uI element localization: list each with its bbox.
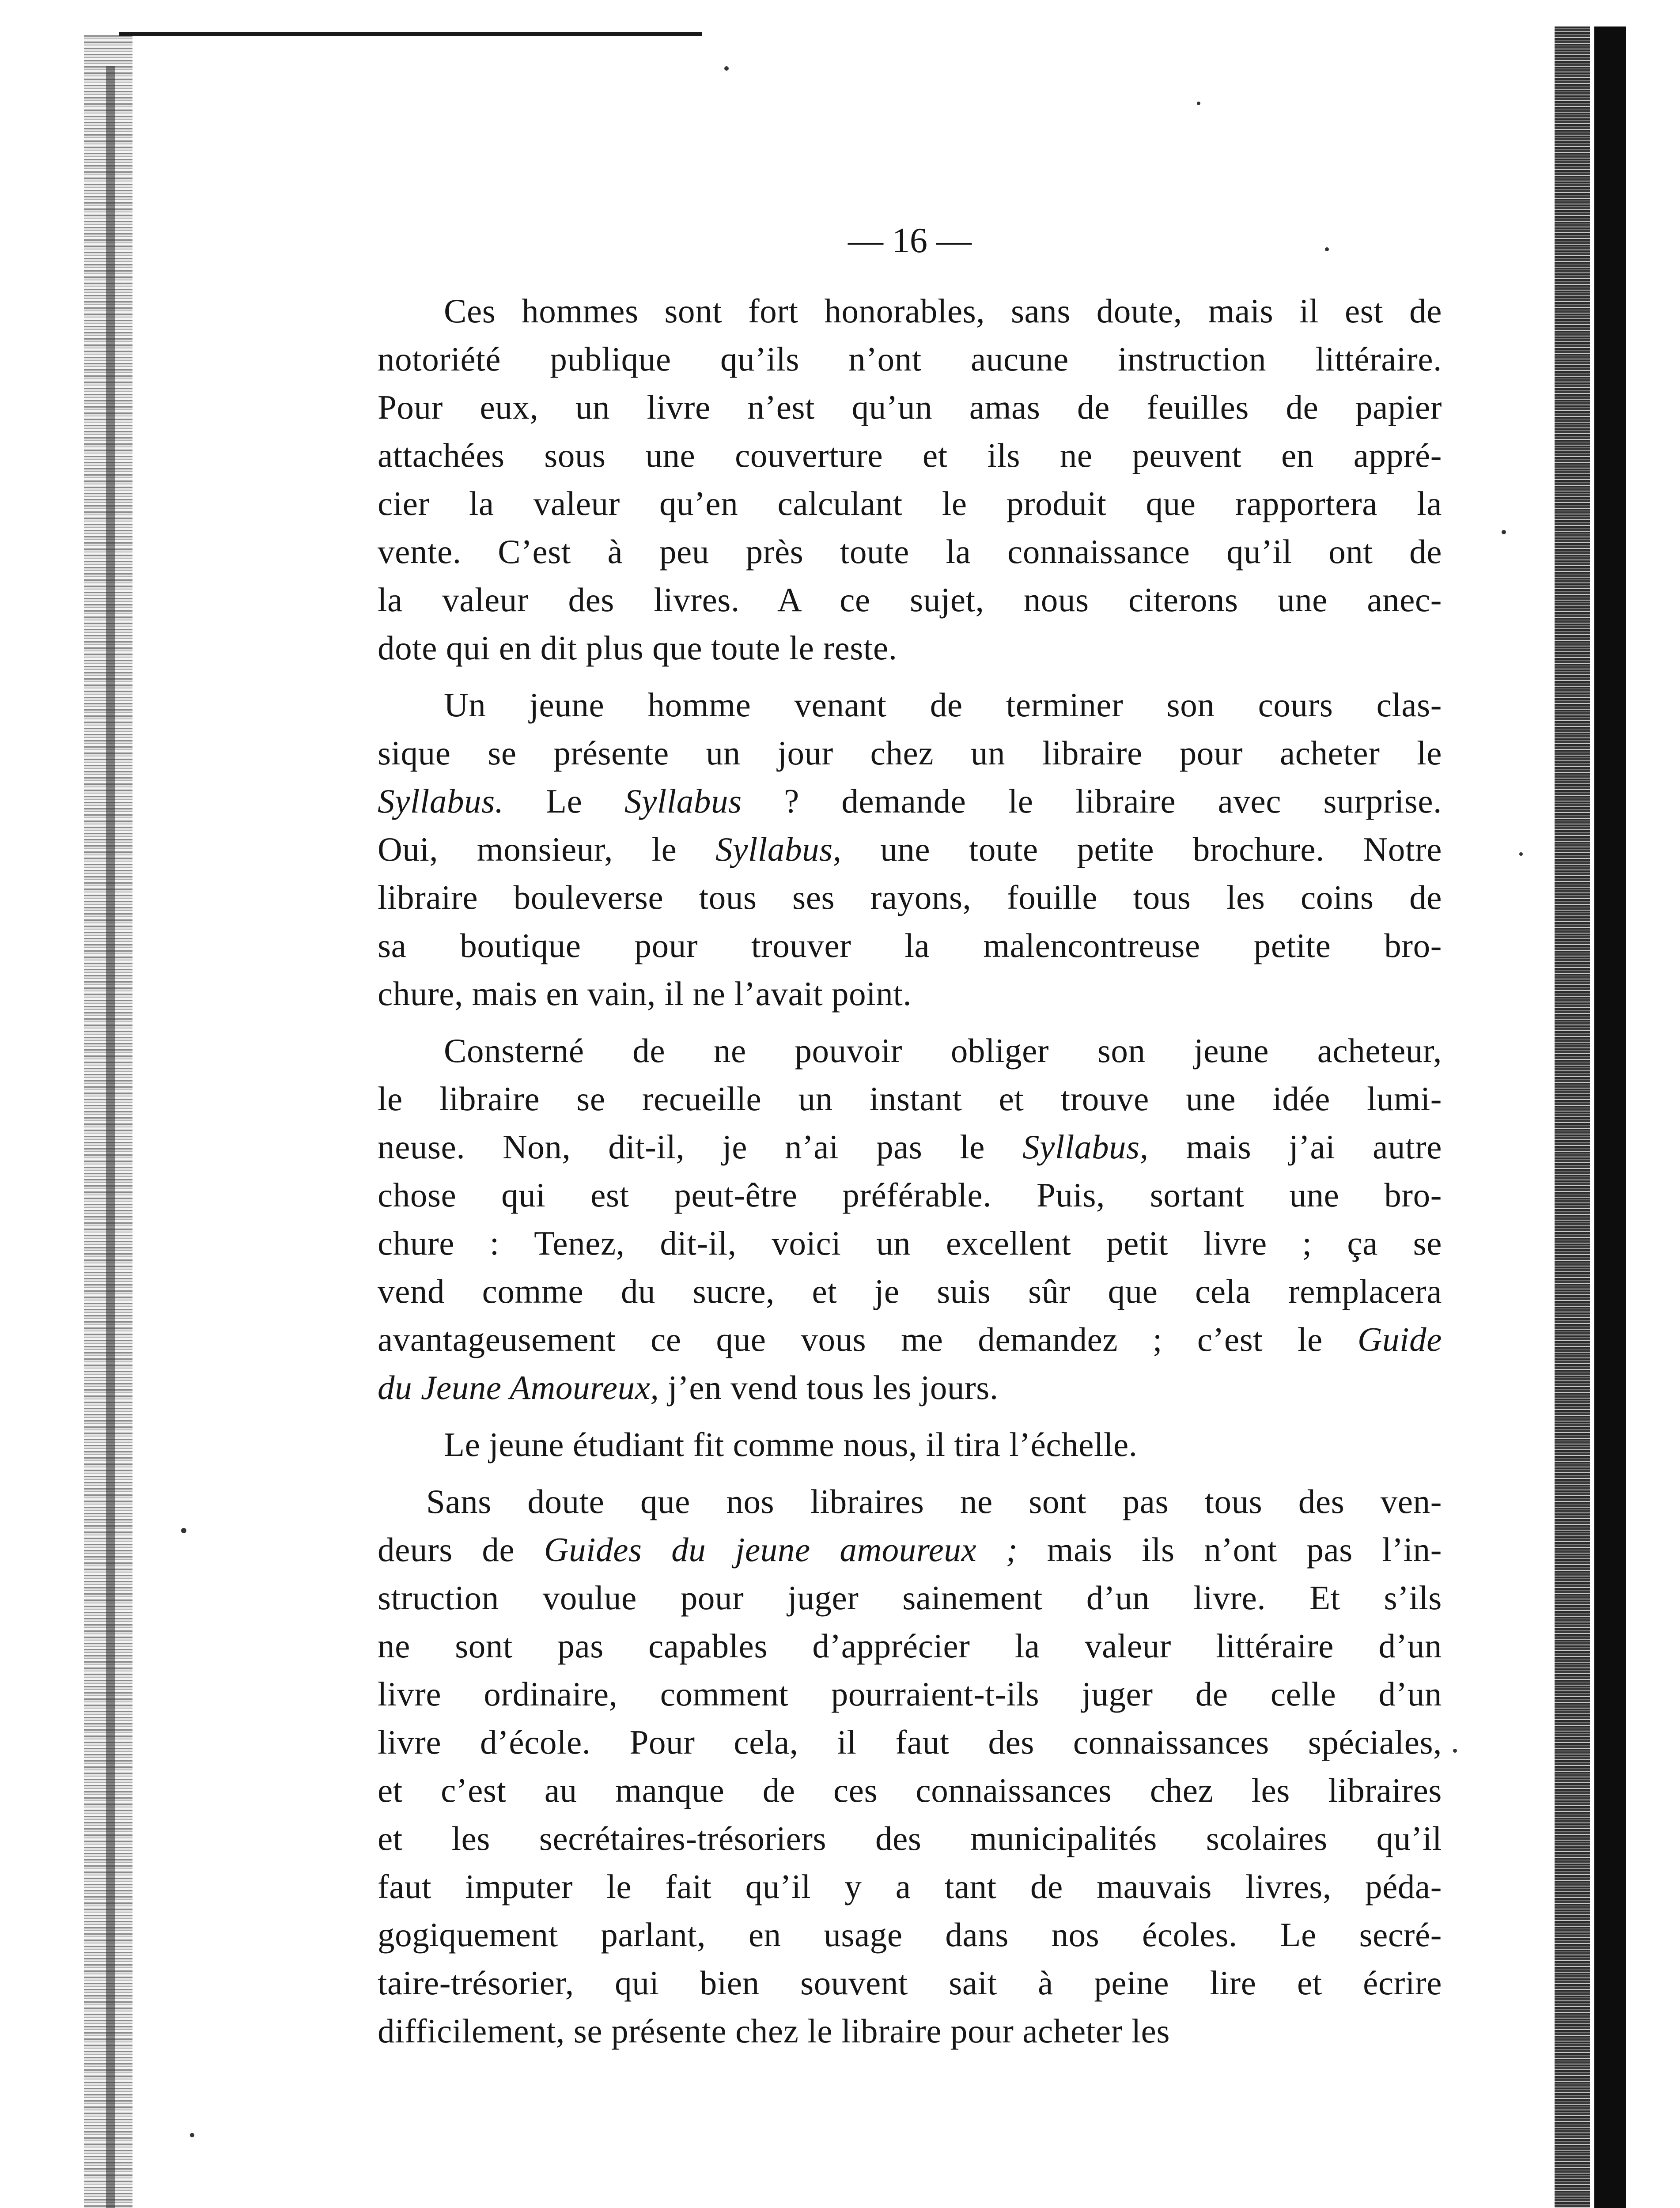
text-line — [378, 1219, 1442, 1267]
text-segment: sa boutique pour trouver la malencontreuse petite bro- — [378, 926, 1442, 964]
text-line — [378, 681, 1442, 729]
text-line — [378, 287, 1442, 335]
text-line — [378, 1911, 1442, 1959]
scan-speck — [181, 1528, 186, 1533]
scan-speck — [1453, 1749, 1457, 1753]
text-segment: struction voulue pour juger sainement d’un livre. Et s’ils — [378, 1579, 1442, 1617]
text-line — [378, 1316, 1442, 1364]
text-segment: deurs de — [378, 1531, 544, 1569]
text-segment: ? demande le libraire avec surprise. — [742, 782, 1442, 820]
text-line — [378, 970, 1442, 1018]
text-segment: et les secrétaires-trésoriers des municipalités scolaires qu’il — [378, 1819, 1442, 1857]
text-line — [378, 1267, 1442, 1316]
text-line — [378, 1364, 1442, 1412]
text-segment: sique se présente un jour chez un libraire pour acheter le — [378, 734, 1442, 772]
paragraph — [378, 1421, 1442, 1469]
text-line — [378, 2007, 1442, 2055]
text-segment: livre d’école. Pour cela, il faut des connaissances spéciales, — [378, 1723, 1442, 1761]
italic-title: Guide — [1357, 1320, 1442, 1358]
scan-top-rule — [119, 32, 702, 36]
text-segment: Le — [503, 782, 624, 820]
text-segment: gogiquement parlant, en usage dans nos écoles. Le secré- — [378, 1916, 1442, 1954]
italic-title: Syllabus. — [378, 782, 504, 820]
text-segment: la valeur des livres. A ce sujet, nous citerons une anec- — [378, 581, 1442, 619]
text-segment: cier la valeur qu’en calculant le produit que rapportera la — [378, 484, 1442, 522]
text-line — [378, 480, 1442, 528]
italic-title: Guides du jeune amoureux ; — [544, 1531, 1018, 1569]
page-number: — 16 — — [848, 221, 972, 260]
italic-title: du Jeune Amoureux, — [378, 1369, 659, 1406]
text-segment: dote qui en dit plus que toute le reste. — [378, 629, 897, 667]
text-segment: j’en vend tous les jours. — [659, 1369, 999, 1406]
text-line — [378, 1574, 1442, 1622]
text-segment: vente. C’est à peu près toute la connaissance qu’il ont de — [378, 533, 1442, 571]
text-line — [378, 1478, 1442, 1526]
text-segment: taire-trésorier, qui bien souvent sait à peine lire et écrire — [378, 1964, 1442, 2002]
text-line — [378, 777, 1442, 825]
scan-speck — [1519, 852, 1523, 856]
text-line — [378, 383, 1442, 431]
text-line — [378, 1959, 1442, 2007]
text-segment: chure : Tenez, dit-il, voici un excellent petit livre ; ça se — [378, 1224, 1442, 1262]
scan-speck — [1197, 102, 1200, 105]
paragraph — [378, 1027, 1442, 1412]
text-line — [378, 1622, 1442, 1670]
text-segment: mais ils n’ont pas l’in- — [1018, 1531, 1442, 1569]
text-line — [378, 922, 1442, 970]
text-line — [378, 873, 1442, 922]
text-line — [378, 1027, 1442, 1075]
scan-left-shadow — [106, 66, 115, 2208]
text-segment: une toute petite brochure. Notre — [841, 830, 1442, 868]
text-segment: notoriété publique qu’ils n’ont aucune instruction littéraire. — [378, 340, 1442, 378]
scan-speck — [1502, 530, 1506, 534]
text-line — [378, 431, 1442, 480]
text-segment: Oui, monsieur, le — [378, 830, 715, 868]
text-line — [378, 1766, 1442, 1815]
italic-title: Syllabus — [624, 782, 742, 820]
text-segment: attachées sous une couverture et ils ne peuvent en appré- — [378, 436, 1442, 474]
text-line — [378, 576, 1442, 624]
text-segment: chose qui est peut-être préférable. Puis, sortant une bro- — [378, 1176, 1442, 1214]
text-line — [378, 825, 1442, 873]
paragraph — [378, 681, 1442, 1018]
text-line — [378, 1421, 1442, 1469]
text-segment: libraire bouleverse tous ses rayons, fouille tous les coins de — [378, 878, 1442, 916]
scan-speck — [190, 2133, 194, 2137]
text-line — [378, 1863, 1442, 1911]
paragraph — [378, 287, 1442, 672]
text-segment: mais j’ai autre — [1148, 1128, 1442, 1166]
text-line — [378, 1075, 1442, 1123]
scan-right-edge — [1555, 26, 1590, 2208]
text-line — [378, 335, 1442, 383]
text-segment: neuse. Non, dit-il, je n’ai pas le — [378, 1128, 1022, 1166]
text-segment: Un jeune homme venant de terminer son cours clas- — [444, 686, 1442, 724]
text-segment: Le jeune étudiant fit comme nous, il tira l’échelle. — [444, 1425, 1138, 1463]
text-segment: Pour eux, un livre n’est qu’un amas de feuilles de papier — [378, 388, 1442, 426]
text-segment: faut imputer le fait qu’il y a tant de mauvais livres, péda- — [378, 1868, 1442, 1906]
text-segment: le libraire se recueille un instant et trouve une idée lumi- — [378, 1080, 1442, 1118]
text-line — [378, 624, 1442, 672]
page-body — [378, 287, 1442, 2064]
scan-right-binding — [1594, 26, 1626, 2208]
text-segment: livre ordinaire, comment pourraient-t-ils juger de celle d’un — [378, 1675, 1442, 1713]
text-segment: avantageusement ce que vous me demandez ; c’est le — [378, 1320, 1358, 1358]
paragraph — [378, 1478, 1442, 2055]
text-line — [378, 729, 1442, 777]
italic-title: Syllabus, — [1022, 1128, 1149, 1166]
text-segment: Consterné de ne pouvoir obliger son jeune acheteur, — [444, 1032, 1442, 1070]
text-line — [378, 1171, 1442, 1219]
text-segment: ne sont pas capables d’apprécier la valeur littéraire d’un — [378, 1627, 1442, 1665]
text-line — [378, 1526, 1442, 1574]
text-line — [378, 1718, 1442, 1766]
text-segment: et c’est au manque de ces connaissances chez les libraires — [378, 1771, 1442, 1809]
scan-speck — [724, 66, 729, 71]
text-line — [378, 1815, 1442, 1863]
text-segment: difficilement, se présente chez le libraire pour acheter les — [378, 2012, 1170, 2050]
text-line — [378, 1123, 1442, 1171]
text-line — [378, 528, 1442, 576]
text-segment: Sans doute que nos libraires ne sont pas tous des ven- — [426, 1482, 1442, 1520]
text-segment: vend comme du sucre, et je suis sûr que cela remplacera — [378, 1272, 1442, 1310]
text-segment: Ces hommes sont fort honorables, sans doute, mais il est de — [444, 292, 1442, 330]
italic-title: Syllabus, — [715, 830, 842, 868]
text-segment: chure, mais en vain, il ne l’avait point. — [378, 975, 912, 1013]
text-line — [378, 1670, 1442, 1718]
